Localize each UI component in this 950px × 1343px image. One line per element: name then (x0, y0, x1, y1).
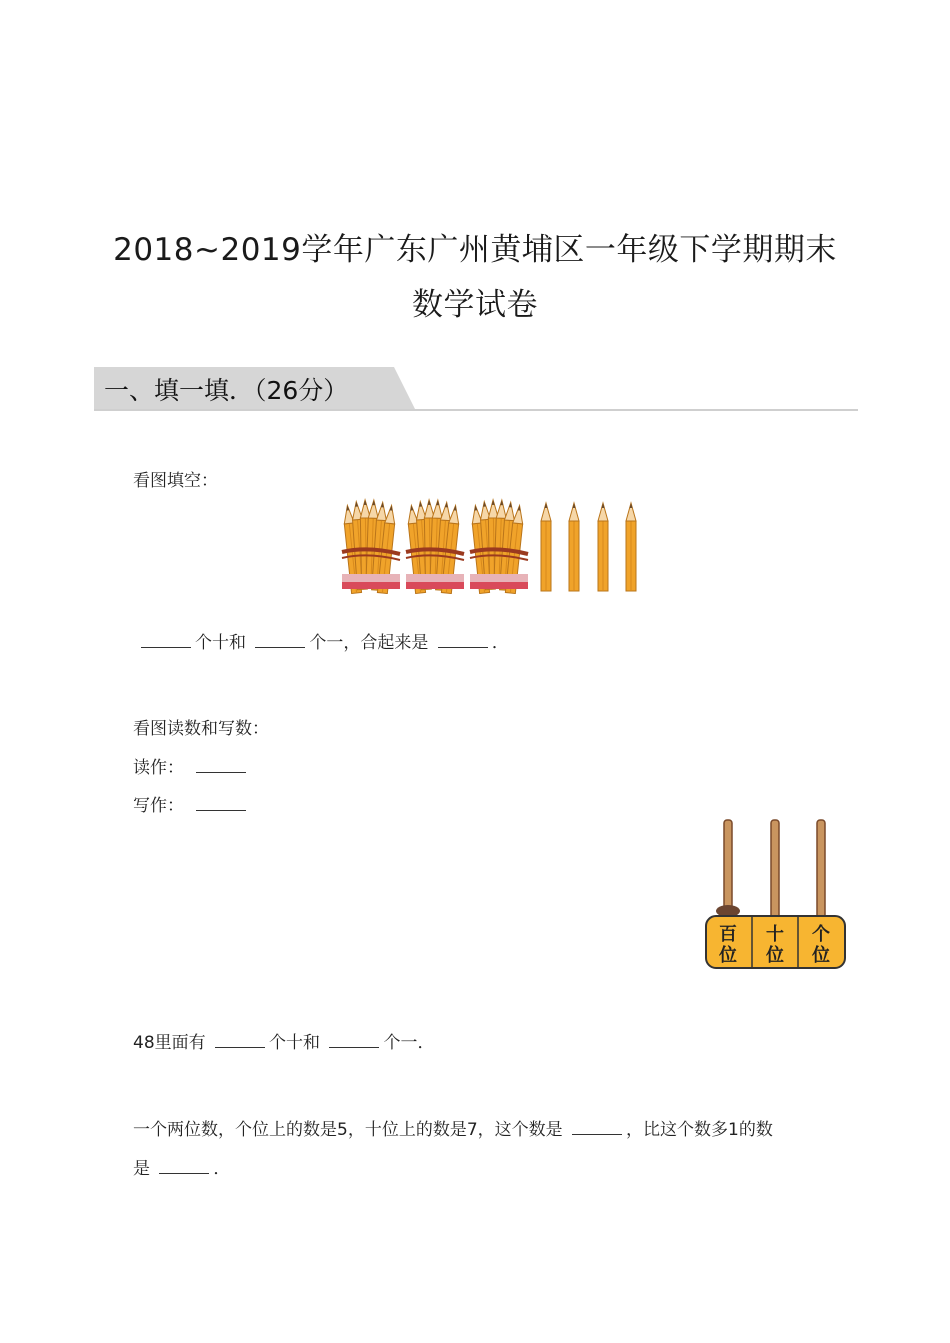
q2-write-label: 写作： (133, 796, 184, 816)
q1-answer-line (137, 628, 509, 653)
abacus-label-hundreds-2: 位 (719, 945, 737, 966)
page-title-line1: 2018~2019学年广东广州黄埔区一年级下学期期末 (113, 232, 837, 268)
q1-end: ． (491, 633, 509, 653)
q4-text-b: ，比这个数多1的数 (626, 1120, 773, 1140)
page-title-line2: 数学试卷 (412, 287, 538, 323)
abacus-illustration (702, 818, 852, 974)
q4-line2 (133, 1154, 230, 1179)
q2-read-row (133, 753, 250, 778)
abacus-label-hundreds-1: 百 (719, 924, 737, 945)
q3-blank-ones[interactable] (329, 1029, 379, 1048)
q3-blank-tens[interactable] (215, 1029, 265, 1048)
q3-text-c: 个一． (383, 1033, 435, 1053)
single-pencil-2 (569, 503, 579, 591)
q2-write-blank[interactable] (196, 792, 246, 811)
q1-blank-tens[interactable] (141, 629, 191, 648)
q1-prompt: 看图填空： (133, 471, 218, 491)
abacus-label-ones-1: 个 (812, 924, 830, 945)
section-divider (94, 409, 858, 411)
q4-text-d: ． (213, 1159, 231, 1179)
q4-text-a: 一个两位数，个位上的数是5，十位上的数是7，这个数是 (133, 1120, 563, 1140)
abacus-label-tens-1: 十 (766, 924, 784, 945)
q2-write-row (133, 791, 250, 816)
single-pencil-3 (598, 503, 608, 591)
rod-tens (771, 820, 779, 920)
single-pencil-1 (541, 503, 551, 591)
section-title: 一、填一填．（26分） (104, 376, 349, 405)
q1-blank-total[interactable] (438, 629, 488, 648)
abacus-label-ones-2: 位 (812, 945, 830, 966)
q1-label-tens: 个十和 (195, 633, 246, 653)
pencil-bundles-illustration (336, 494, 646, 594)
q3-line (133, 1028, 434, 1053)
pencil-bundle-2 (406, 500, 464, 594)
q2-read-blank[interactable] (196, 754, 246, 773)
single-pencil-4 (626, 503, 636, 591)
q2-prompt: 看图读数和写数： (133, 719, 269, 739)
q4-text-c: 是 (133, 1159, 150, 1179)
rod-ones (817, 820, 825, 920)
q4-blank-number[interactable] (572, 1116, 622, 1135)
q2-read-label: 读作： (133, 758, 184, 778)
q1-label-ones: 个一，合起来是 (309, 633, 429, 653)
q4-line1 (133, 1115, 773, 1140)
q3-text-b: 个十和 (269, 1033, 321, 1053)
abacus-label-tens-2: 位 (766, 945, 784, 966)
q4-blank-plus-one[interactable] (159, 1155, 209, 1174)
pencil-bundle-3 (470, 500, 528, 594)
q1-blank-ones[interactable] (255, 629, 305, 648)
q3-text-a: 48里面有 (133, 1033, 206, 1053)
pencil-bundle-1 (342, 500, 400, 594)
section-header (94, 367, 858, 411)
